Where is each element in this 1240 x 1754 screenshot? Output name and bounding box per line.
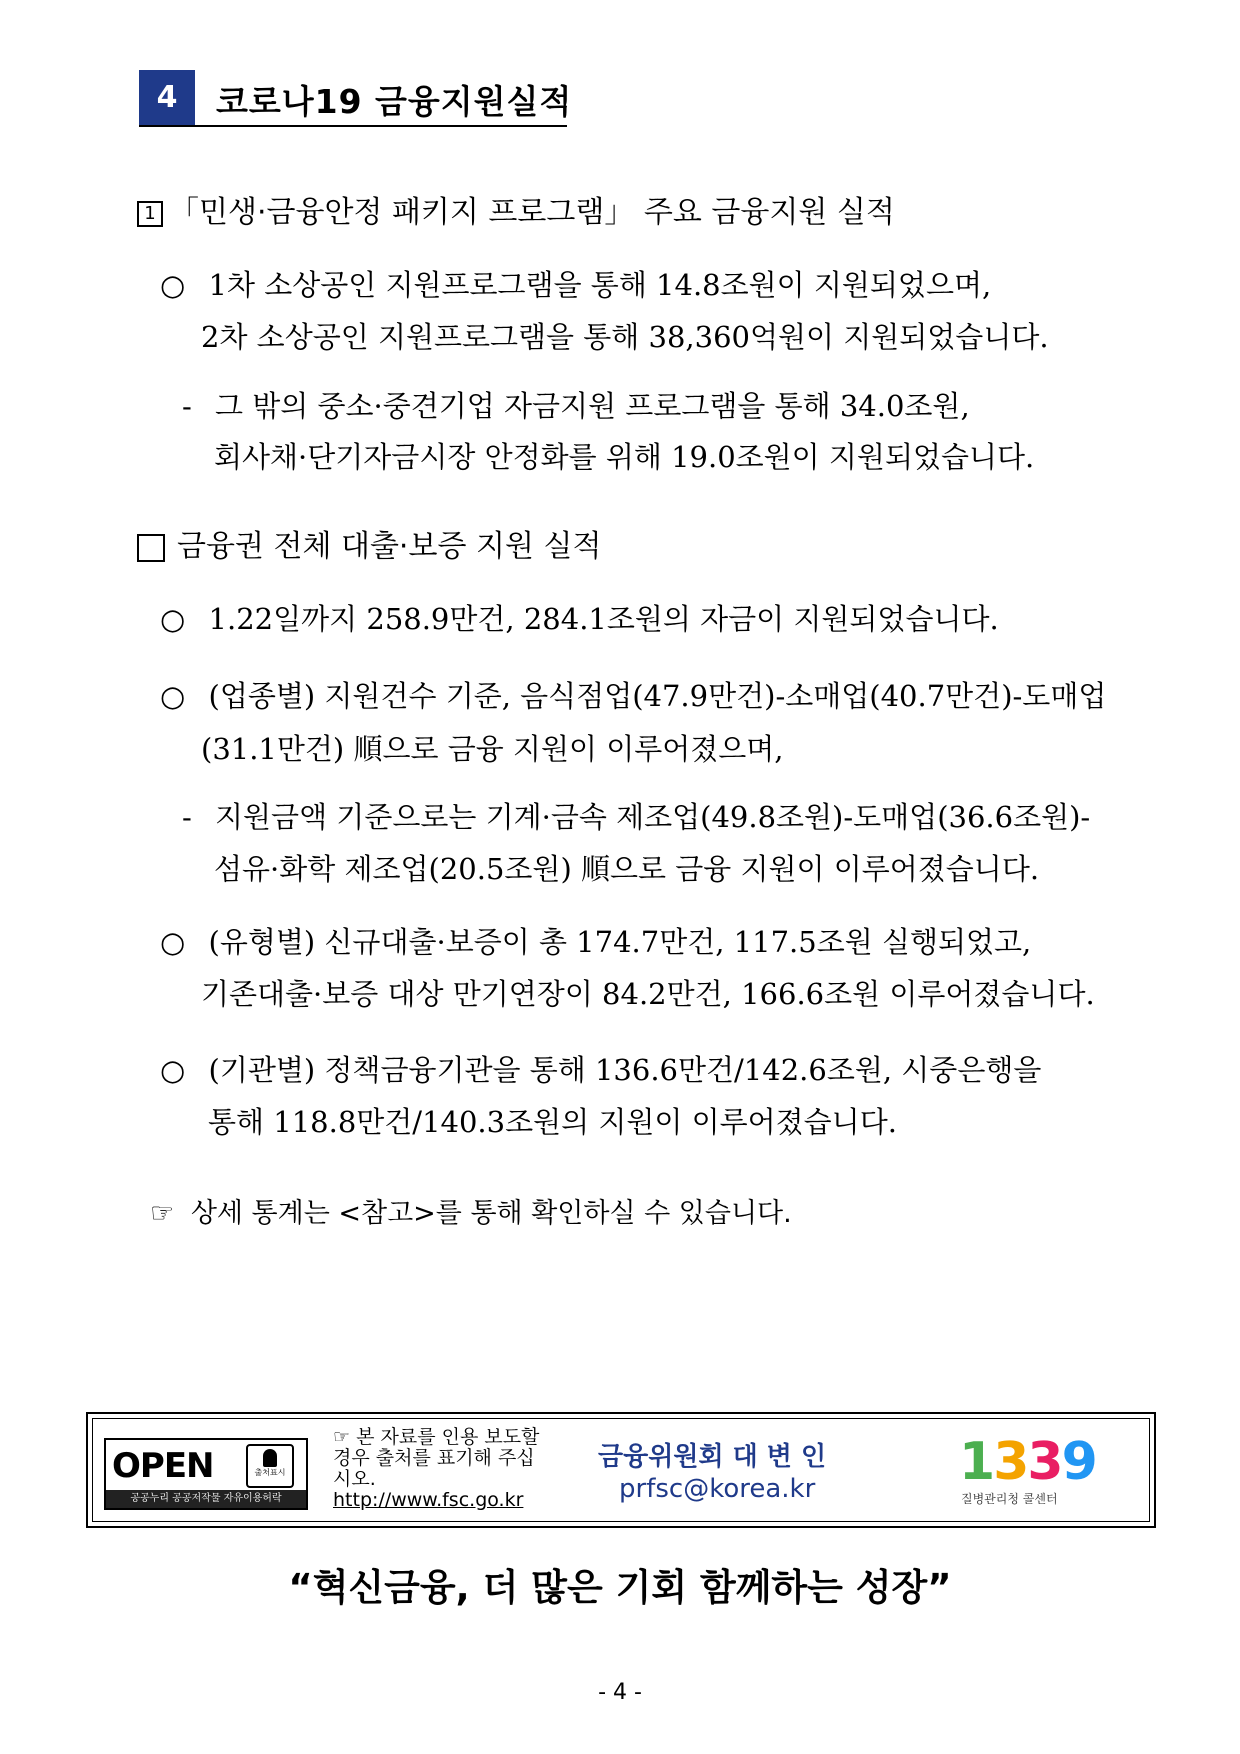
box2-item-4: ○ (유형별) 신규대출·보증이 총 174.7만건, 117.5조원 실행되었고, [160, 925, 1032, 959]
page-number: - 4 - [598, 1680, 642, 1705]
circle-bullet-icon: ○ [160, 925, 186, 959]
box2-item-2-line2: (31.1만건) 順으로 금융 지원이 이루어졌으며, [201, 732, 784, 766]
box2-item-2: ○ (업종별) 지원건수 기준, 음식점업(47.9만건)-소매업(40.7만건)-도매업 [160, 679, 1107, 713]
circle-bullet-icon: ○ [160, 1053, 186, 1087]
kdca-1339-logo: 1339 질병관리청 콜센터 [959, 1432, 1096, 1506]
dash-bullet-icon: - [182, 389, 192, 423]
box1-item-2-line2: 회사채·단기자금시장 안정화를 위해 19.0조원이 지원되었습니다. [214, 440, 1035, 474]
numbered-box-icon: 1 [137, 201, 163, 227]
box2-item-5-line2: 통해 118.8만건/140.3조원의 지원이 이루어졌습니다. [208, 1105, 897, 1139]
circle-bullet-icon: ○ [160, 679, 186, 713]
circle-bullet-icon: ○ [160, 268, 186, 302]
box1-item-2: - 그 밖의 중소·중견기업 자금지원 프로그램을 통해 34.0조원, [182, 389, 970, 423]
box2-item-5: ○ (기관별) 정책금융기관을 통해 136.6만건/142.6조원, 시중은행을 [160, 1053, 1042, 1087]
circle-bullet-icon: ○ [160, 602, 186, 636]
reference-note: ☞ 상세 통계는 <참고>를 통해 확인하실 수 있습니다. [150, 1198, 792, 1229]
box2-item-3: - 지원금액 기준으로는 기계·금속 제조업(49.8조원)-도매업(36.6조원)- [182, 800, 1091, 834]
checkbox-icon [137, 534, 165, 562]
section-title: 코로나19 금융지원실적 [216, 82, 573, 121]
section-underline [139, 125, 567, 127]
box2-item-3-line2: 섬유·화학 제조업(20.5조원) 順으로 금융 지원이 이루어졌습니다. [214, 852, 1040, 886]
attribution-badge-icon: 출처표시 [246, 1444, 294, 1488]
citation-notice: ☞ 본 자료를 인용 보도할 경우 출처를 표기해 주십시오. http://www.fsc.go.kr [333, 1426, 540, 1511]
box1-item-1: ○ 1차 소상공인 지원프로그램을 통해 14.8조원이 지원되었으며, [160, 268, 992, 302]
email-link[interactable]: prfsc@korea.kr [619, 1474, 816, 1504]
kogl-open-logo: OPEN 출처표시 공공누리 공공저작물 자유이용허락 [104, 1438, 308, 1510]
website-link[interactable]: http://www.fsc.go.kr [333, 1489, 524, 1511]
section-number: 4 [139, 70, 195, 126]
pointing-hand-icon: ☞ [333, 1426, 351, 1448]
box1-heading: 1 「민생·금융안정 패키지 프로그램」 주요 금융지원 실적 [137, 187, 895, 231]
dash-bullet-icon: - [182, 800, 192, 834]
pointing-hand-icon: ☞ [150, 1198, 175, 1229]
box2-item-1: ○ 1.22일까지 258.9만건, 284.1조원의 자금이 지원되었습니다. [160, 602, 999, 636]
spokesperson-label: 금융위원회 대 변 인 [598, 1442, 827, 1472]
box1-item-1-line2: 2차 소상공인 지원프로그램을 통해 38,360억원이 지원되었습니다. [201, 320, 1049, 354]
slogan: “혁신금융, 더 많은 기회 함께하는 성장” [288, 1566, 952, 1609]
box2-item-4-line2: 기존대출·보증 대상 만기연장이 84.2만건, 166.6조원 이루어졌습니다. [201, 977, 1095, 1011]
box2-heading: 금융권 전체 대출·보증 지원 실적 [137, 521, 601, 565]
